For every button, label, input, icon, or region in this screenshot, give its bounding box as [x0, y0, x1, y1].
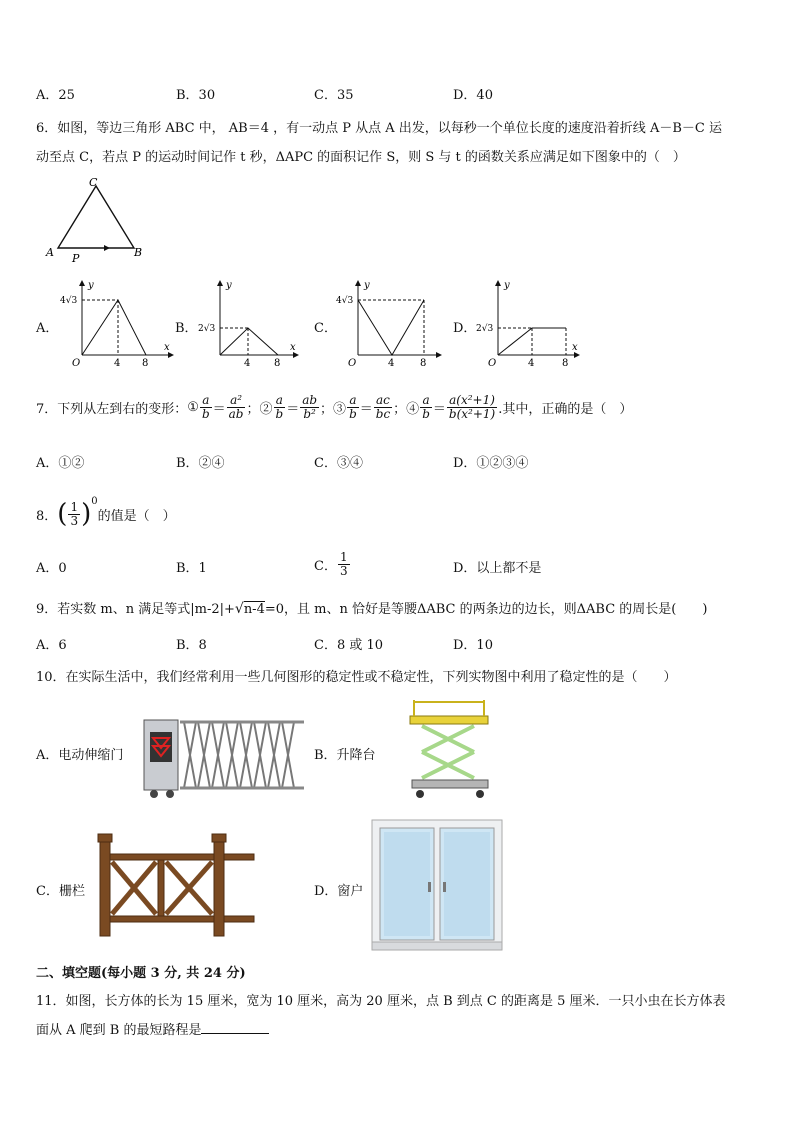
vertex-b-label: B: [134, 246, 143, 259]
q8-line: 8． ( $\frac{1}{3}$ ) $^0$ 的值是（ ）: [36, 496, 176, 529]
fence-image: [94, 832, 256, 940]
svg-text:4√3: 4√3: [60, 296, 78, 306]
svg-text:4√3: 4√3: [336, 296, 354, 306]
q11-line2: 面从 A 爬到 B 的最短路程是: [36, 1019, 269, 1038]
electric-gate-image: [140, 710, 308, 802]
q11-answer-blank[interactable]: [201, 1020, 269, 1034]
svg-text:y: y: [226, 280, 232, 291]
graph-a: [60, 280, 175, 370]
svg-text:x: x: [290, 342, 296, 353]
graph-d: [476, 280, 591, 370]
svg-text:8: 8: [274, 358, 281, 369]
svg-text:x: x: [164, 342, 170, 353]
svg-text:2√3: 2√3: [476, 324, 494, 334]
q6-line1: 6．如图，等边三角形 ABC 中， AB＝4 ，有一动点 P 从点 A 出发，以每秒一个单位长度的速度沿着折线 A－B－C 运: [36, 121, 722, 136]
q7-option-b: B．②④: [176, 456, 225, 471]
svg-text:8: 8: [562, 358, 569, 369]
q9-option-d: D．10: [453, 638, 493, 653]
q10-text: 10．在实际生活中，我们经常利用一些几何图形的稳定性或不稳定性，下列实物图中利用了稳定性的是（ ）: [36, 670, 677, 685]
q5-option-d: D．40: [453, 88, 493, 103]
svg-text:O: O: [488, 358, 497, 369]
graph-c: [336, 280, 451, 370]
q7-option-a: A．①②: [36, 456, 85, 471]
svg-text:4: 4: [528, 358, 535, 369]
svg-text:8: 8: [420, 358, 427, 369]
svg-text:4: 4: [244, 358, 251, 369]
q5-option-a: A．25: [36, 88, 75, 103]
graph-b: [198, 280, 313, 370]
svg-text:y: y: [88, 280, 94, 291]
q10-option-c: C．栅栏: [36, 884, 85, 899]
q10-option-d: D．窗户: [314, 884, 364, 899]
point-p-label: P: [72, 252, 80, 264]
svg-text:8: 8: [142, 358, 149, 369]
q7-line: 7．下列从左到右的变形： ① $\frac{a}{b}$ ＝ $\frac{\text{a²}}{ab}$ ；② $\frac{a}{b}$ ＝ $\frac{ab}{\text{b²}}$ ；③ $\frac{a}{b}$ ＝ $\frac{ac}{bc}$ ；④ $\frac{a}{b}$ ＝ $\frac{\text{a(x²+1)}}{\text{b(x²+1)}}$ .其中，正确的是（ ）: [36, 392, 633, 421]
q6-line2: 动至点 C，若点 P 的运动时间记作 t 秒，ΔAPC 的面积记作 S，则 S 与 t 的函数关系应满足如下图象中的（ ）: [36, 150, 686, 165]
svg-text:y: y: [364, 280, 370, 291]
triangle-figure: [44, 176, 154, 264]
q11-line1: 11．如图，长方体的长为 15 厘米，宽为 10 厘米，高为 20 厘米，点 B 到点 C 的距离是 5 厘米．一只小虫在长方体表: [36, 994, 726, 1009]
svg-text:y: y: [504, 280, 510, 291]
lift-platform-image: [404, 696, 496, 804]
q7-option-d: D．①②③④: [453, 456, 529, 471]
q5-option-c: C．35: [314, 88, 354, 103]
q10-option-a: A．电动伸缩门: [36, 748, 124, 763]
vertex-a-label: A: [46, 246, 54, 259]
q9-line: 9．若实数 m、n 满足等式|m-2|+√n-4=0，且 m、n 恰好是等腰ΔABC 的两条边的边长，则ΔABC 的周长是( ): [36, 601, 708, 617]
section-2-heading: 二、填空题(每小题 3 分, 共 24 分): [36, 966, 246, 981]
svg-text:2√3: 2√3: [198, 324, 216, 334]
q6-option-d-label: D．: [453, 321, 477, 336]
vertex-c-label: C: [89, 176, 98, 189]
q6-option-c-label: C．: [314, 321, 337, 336]
q6-option-a-label: A．: [36, 321, 59, 336]
svg-text:4: 4: [388, 358, 395, 369]
svg-text:O: O: [348, 358, 357, 369]
svg-text:4: 4: [114, 358, 121, 369]
q7-option-c: C．③④: [314, 456, 363, 471]
svg-text:x: x: [572, 342, 578, 353]
window-image: [370, 818, 504, 952]
q8-option-d: D．以上都不是: [453, 561, 542, 576]
q6-option-b-label: B．: [175, 321, 198, 336]
svg-text:O: O: [72, 358, 81, 369]
q8-option-a: A．0: [36, 561, 67, 576]
q8-option-c: C． $\frac{1}{3}$: [314, 549, 348, 578]
q5-option-b: B．30: [176, 88, 216, 103]
q9-option-b: B．8: [176, 638, 207, 653]
q10-option-b: B．升降台: [314, 748, 376, 763]
q9-option-a: A．6: [36, 638, 67, 653]
q8-option-b: B．1: [176, 561, 207, 576]
q9-option-c: C．8 或 10: [314, 638, 384, 653]
